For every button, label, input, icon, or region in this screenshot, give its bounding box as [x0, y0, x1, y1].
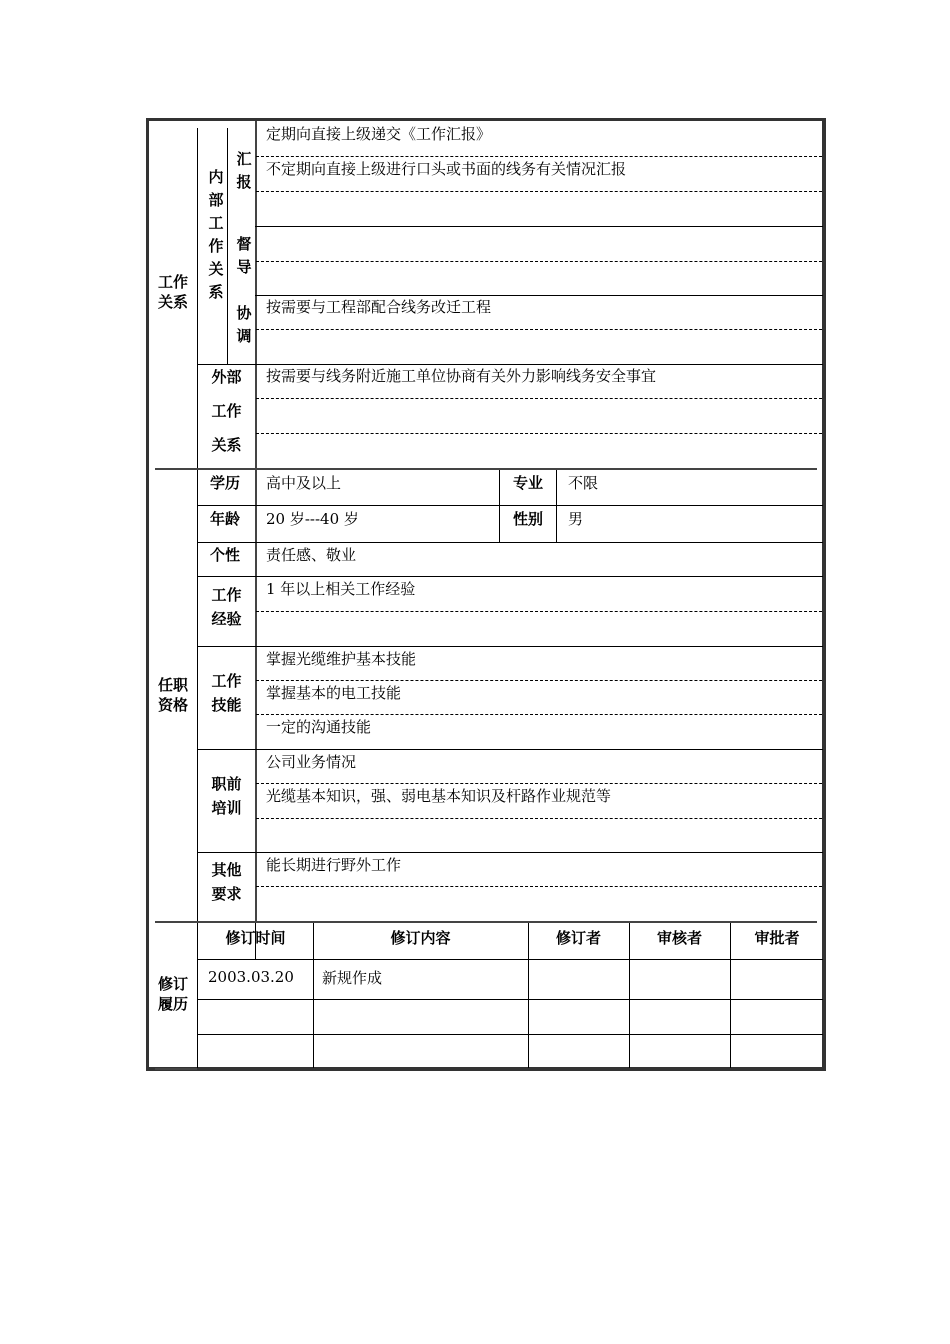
major-label: 专业 [512, 474, 543, 492]
training-label [198, 772, 255, 820]
label-line: 关系 [211, 436, 242, 454]
dashed-line [256, 611, 822, 612]
row-line [197, 364, 823, 365]
internal-relations-label: 内部工作关系 [208, 168, 224, 301]
coordinate-line-1: 按需要与工程部配合线务改迁工程 [266, 298, 492, 316]
experience-line-1: 1 年以上相关工作经验 [266, 580, 416, 598]
header-revision-date: 修订时间 [225, 929, 286, 947]
label-line: 职前 [211, 775, 242, 793]
header-reviewer: 审核者 [656, 929, 702, 947]
personality-label: 个性 [209, 546, 240, 564]
label-line: 工作 [211, 586, 242, 604]
other-line-1: 能长期进行野外工作 [266, 856, 402, 874]
dashed-line [256, 398, 822, 399]
row-line [197, 852, 823, 853]
section-line [155, 921, 817, 923]
skills-line-1: 掌握光缆维护基本技能 [266, 650, 417, 668]
section-label-line: 修订 [157, 975, 188, 993]
gender-value: 男 [568, 510, 584, 528]
dashed-line [256, 261, 822, 262]
row-line [197, 505, 823, 506]
skills-label [198, 669, 255, 717]
grid-divider [556, 469, 557, 543]
row-line [255, 226, 823, 227]
section-label-work-relations: 工作关系 [157, 273, 188, 311]
dashed-line [256, 886, 822, 887]
age-label: 年龄 [209, 510, 240, 528]
age-value: 20 岁---40 岁 [266, 510, 359, 528]
dashed-line [256, 783, 822, 784]
row-line [197, 959, 823, 960]
report-line-2: 不定期向直接上级进行口头或书面的线务有关情况汇报 [266, 160, 627, 178]
label-line: 工作 [211, 672, 242, 690]
row-line [197, 1034, 823, 1035]
header-approver: 审批者 [754, 929, 800, 947]
education-value: 高中及以上 [266, 474, 342, 492]
header-reviser: 修订者 [555, 929, 601, 947]
section-label-qualifications: 任职资格 [157, 676, 188, 714]
education-label: 学历 [209, 474, 240, 492]
dashed-line [256, 818, 822, 819]
section-label-line: 履历 [157, 995, 188, 1013]
row-line [197, 576, 823, 577]
row-line [197, 749, 823, 750]
section-label-revision-history [150, 974, 196, 1014]
skills-line-3: 一定的沟通技能 [266, 718, 372, 736]
dashed-line [256, 680, 822, 681]
gender-label: 性别 [512, 510, 543, 528]
label-line: 工作 [211, 402, 242, 420]
row-line [197, 999, 823, 1000]
label-line: 外部 [211, 368, 242, 386]
label-line: 培训 [211, 799, 242, 817]
label-divider [255, 121, 257, 921]
row-line [197, 542, 823, 543]
header-revision-content: 修订内容 [390, 929, 451, 947]
dashed-line [256, 714, 822, 715]
dashed-line [256, 191, 822, 192]
label-line: 其他 [211, 861, 242, 879]
row-line [255, 295, 823, 296]
dashed-line [256, 156, 822, 157]
revision-cell-content: 新规作成 [322, 969, 383, 987]
personality-value: 责任感、敬业 [266, 546, 357, 564]
major-value: 不限 [568, 474, 599, 492]
label-line: 技能 [211, 696, 242, 714]
row-line [197, 646, 823, 647]
dashed-line [256, 329, 822, 330]
training-line-1: 公司业务情况 [266, 753, 357, 771]
training-line-2: 光缆基本知识，强、弱电基本知识及杆路作业规范等 [266, 787, 612, 805]
external-line-1: 按需要与线务附近施工单位协商有关外力影响线务安全事宜 [266, 367, 657, 385]
revision-cell-date: 2003.03.20 [208, 968, 294, 986]
skills-line-2: 掌握基本的电工技能 [266, 684, 402, 702]
label-line: 经验 [211, 610, 242, 628]
other-requirements-label [198, 858, 255, 906]
internal-label-divider [227, 128, 228, 365]
supervise-label: 督导 [236, 235, 252, 276]
section-line [155, 468, 817, 470]
experience-label [198, 583, 255, 631]
bottom-line [155, 1068, 197, 1070]
report-line-1: 定期向直接上级递交《工作汇报》 [266, 125, 492, 143]
dashed-line [256, 433, 822, 434]
label-line: 要求 [211, 885, 242, 903]
coordinate-label: 协调 [236, 304, 252, 345]
report-label: 汇报 [236, 150, 252, 191]
